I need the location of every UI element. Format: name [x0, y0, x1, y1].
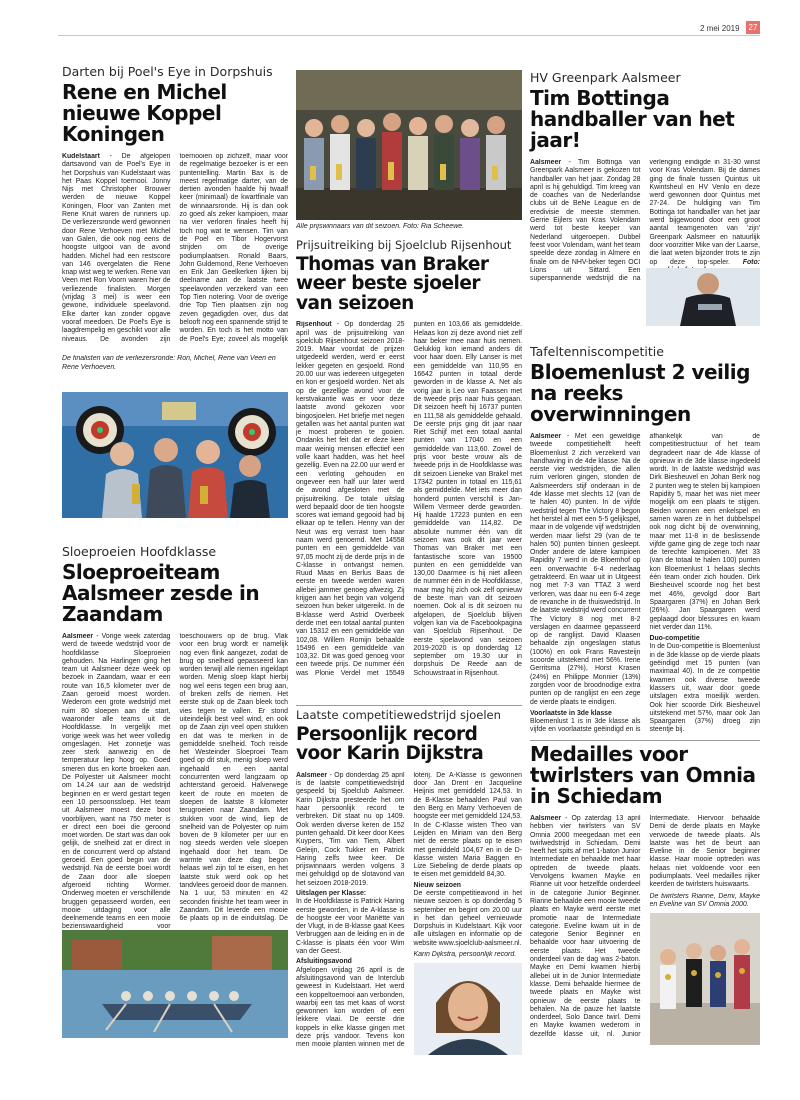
- article-headline: Thomas van Braker weer beste sjoeler van seizoen: [296, 254, 489, 314]
- article-body: [296, 772, 522, 1097]
- rowing-article: [62, 544, 288, 931]
- article-text: - Tim Bottinga van Greenpark Aalsmeer is gekozen tot handballer van het jaar. Zondag 28 april is hij gehuldigd. Tim kreeg van de coaches van de Nederlandse clubs uit de BeNe League en de eredivisie de meeste stemmen. Gerrie Eijlers van Kras Volendam werd tot beste keeper van Nederland uitgeroepen. Dubbel feest voor Volendam, want het team speelde deze zondag in Almere en finale om de NHV-beker tegen OCI Lions uit Sittard. Een superspannende wedstrijd die na verlenging eindigde in 31-30 winst voor Kras Volendam. Bij de dames ging de finale tussen Quintus uit Kwintsheul en HV Venlo en deze werd gewonnen door Quintus met 27-24. De huldiging van Tim Bottinga tot handballer van het jaar werd bijgewoond door een groot aantal teamgenoten van 'zijn' Greenpark Aalsmeer en natuurlijk door voorzitter Mike van der Laarse, die laat weten bijzonder trots te zijn op deze top-speler.: [530, 159, 760, 283]
- article-text: In de Hoofdklasse is Patrick Haring eerste geworden, in de A-klasse is de hoogste eer voor Mariëtte van der Vlugt, in de B-klasse gaat Kees Verbruggen aan de leiding en in de C-klasse is plaats één voor Wim van der Geest.: [296, 898, 405, 956]
- article-text: In de Duo-competitie is Bloemenlust in de 3de klasse op de vierde plaats geëindigd met 15 punten (van maximaal 40). In de ze competitie kwamen ook diverse tweede klassers uit, waar door goede uitslagen extra moeilijk werden. Ook hier scoorde Dirk Biesheuvel uitstekend met 57%, maar ook Jan Spaargaren (37%) droeg zijn steentje bij.: [649, 643, 760, 734]
- article-body: [530, 433, 760, 743]
- article-text: - Op donderdag 25 april is de laatste competitiewedstrijd gespeeld bij Sjoelclub Aalsmeer. Karin Dijkstra presteerde het om haar persoonlijk record te verbreken. Dit staat nu op 1409. Ook werden diverse keren de 152 punten gehaald. Dit keer door Kees Kuypers, Tim van Tiem, Albert Geleijn, Cock Tukker en Patrick Haring zelfs twee keer. De prijswinnaars werden volgens 3 mei gehuldigd op de slotavond van het seizoen 2018-2019.: [296, 771, 405, 887]
- karin-portrait-photo: [414, 963, 523, 1055]
- sjoelclub-article: [296, 238, 522, 698]
- dateline: Aalsmeer: [530, 815, 562, 822]
- subheading: Uitslagen per Klasse:: [296, 890, 367, 897]
- section-divider: [296, 705, 522, 706]
- photo-caption: De finalisten van de verliezersronde: Ron, Michel, Rene van Veen en Rene Verhoeven.: [62, 355, 276, 371]
- article-text: - Vorige week zaterdag werd de tweede wedstrijd voor de hoofdklasse Sloeproeien gehouden. Na Harlingen ging het team uit Aalsmeer deze week op bezoek in Zaandam, waar er een route van 16,5 kilometer over de Zaan geroeid moest worden. Wederom een grote wedstrijd met ruim 80 sloepen aan de start, waaronder alle teams uit de Hoofdklasse. In vergelijk met vorige week was het weer volledig omgeslagen. Het zonnetje was zeer sterk aanwezig en de temperatuur liep hoog op. Goed smeren dus en korte broeken aan. De Polyester uit Aalsmeer mocht om 14.24 uur aan de wedstrijd beginnen en er werd gestart tegen een 10 persoonssloep. Het team uit Aalsmeer moest deze boot voorblijven, want na 750 meter is er direct een boei die geroond moet worden. De start was dan ook gelijk, de snelheid zat er direct in en de concurrent werd op afstand geroeid. Een goed begin van de wedstrijd. Na de eerste boei wordt de Zaan door alle sloepen afgeroeid richting Wormer. Onderweg moeten er verschillende bruggen gepasseerd worden, een mooie uitdaging voor alle deelnemende teams en een mooie bezienswaardigheid voor toeschouwers op de brug. Vlak voor een brug wordt er namelijk nog even flink aangezet, zodat de brug op snelheid gepasseerd kan worden terwijl alle riemen ingeklapt worden. Menig sloep klapt hierbij nog wel eens tegen een brug aan, of breken zelfs de riemen. Het eerste stuk op de Zaan bleek toch vies tegen te vallen. Er stond uiteindelijk best veel wind, en ook op de Zaan zijn veel open stukken en dat was te merken in de gemiddelde snelheid. Toch reisde het Westeinder Sloeproei Team goed op dit stuk, menig sloep werd ingehaald en een aantal concurrenten werd langzaam op achterstand geroeid. Halverwege keert de route en moeten de sloepen de laatste 8 kilometer terugroeien naar Zaandam. Met stukken voor de wind, liep de snelheid van de Polyester op ruim boven de 9 kilometer per uur en nog steeds werden vele sloepen ingehaald door het team. De warmte van deze dag begon helaas wel zijn tol te eisen, en het laatste stuk werd ook op het tandvlees geroeid door de mannen. Na 1 uur, 53 minuten en 42 seconden finishte het team weer in Zaandam. Dit leverde een mooie 6e plaats op in de einduitslag. De: [62, 633, 288, 931]
- article-text: - Op donderdag 25 april was de prijsuitreiking van sjoelclub Rijsenhout seizoen 2018-2019. Maar voordat de prijzen uitgedeeld werden, werd er eerst lekker gegeten en gesjoeld. Rond 20.00 uur was iedereen uitgegeten en kon er gesjoeld worden. Net als op de gezellige avond voor de kerstvakantie was er voor deze laatste avond gekozen voor bingosjoelen. Het briefje met negen getallen was het aantal punten wat je moest proberen te gooien. Ondanks het feit dat er deze keer maar weinig mensen effectief een volle kaart hadden, was het heel gezellig. Even na 22.00 uur werd er een verloting gehouden en ongeveer een half uur later werd de avond afgesloten met de prijsuitreiking. De totale uitslag werd bepaald door de tien hoogste scores wat iemand gegooid had bij elkaar op te tellen. Henny van der Neut was erg verrast toen haar naam werd genoemd. Met 14558 punten en een gemiddelde van 97,05 mocht zij de derde prijs in de C-klasse in ontvangst nemen. Ruud Maas en Berlus Baas de eerste en tweede werden waren allebei jammer genoeg afwezig. Zij krijgen aan het begin van volgend seizoen hun beker uitgereikt. In de B-klasse werd Astrid Overbeek derde met een totaal aantal punten van 15312 en een gemiddelde van 102,08. Willem Romijn behaalde 15496 en een gemiddelde van 103,32. Dit was goed genoeg voor een tweede prijs. De nummer één was Plonie Verdel met 15549 punten en 103,66 als gemiddelde. Helaas kon zij deze avond niet zelf haar beker mee naar huis nemen. Gelukkig kon iemand anders dit voor haar doen. Elly Lanser is met een gemiddelde van 110,95 en 16642 punten in totaal derde geworden in de klasse A. Net als vorig jaar is Leo van Faassen met de tweede prijs naar huis gegaan. Dit seizoen heeft hij 16737 punten en 111,58 als gemiddelde gehaald. De eerste prijs ging dit jaar naar Riet Schijf met een totaal aantal punten van 17040 en een gemiddelde van 113,60. Zowel de prijs voor beste vrouw als de tweede prijs in de Hoofdklasse was dit seizoen Lieneke van Brakel met 17342 punten in totaal en 115,61 als gemiddelde. Met iets meer dan honderd punten verschil is Jan-Willem Vermeer derde geworden. Hij haalde 17223 punten en een gemiddelde van 114,82. De absolute nummer één van dit seizoen was ook dit jaar weer Thomas van Braker met een fantastische score van 19500 punten en een gemiddelde van 130,00 Daarmee is hij niet alleen de nummer één in de Hoofdklasse, maar mag hij zich ook zelf opnieuw de beste man van dit seizoen noemen. Ook al is dit seizoen nu afgelopen, de Sjoelclub blijven volgen kan via de Facebookpagina van Sjoelclub Rijsenhout. De eerste sjoelavond van seizoen 2019-2020 is op donderdag 12 september om 19.30 uur in dorpshuis De Reede aan de Schouwstraat in Rijsenhout.: [296, 321, 522, 677]
- article-text: Bloemenlust 1 is in 3de klasse als vijfde en voorlaatste geëindigd en is afhankelijk van de competitiestructuur of het team degradeert naar de 4de klasse of opnieuw in de 3de klasse ingedeeld wordt. In de laatste wedstrijd was Dirk Biesheuvel en Johan Berk nog 2 punten weg te stelen bij kampioen Rapidity 5, maar het was niet meer mogelijk om een plaats te stijgen. Beiden wonnen een enkelspel en samen waren ze in het dubbelspel ook nog dicht bij de overwinning, maar met 11-8 in de beslissende vijfde game ging de zege toch naar de terechte kampioenen. Met 33 (van de totaal te halen 100) punten kon Bloemenlust 1 helaas slechts één team onder zich houden. Dirk Biesheuvel scoorde nog het best met 46%, gevolgd door Bart Spaargaren (37%) en Johan Berk (26%). Jan Spaargaren werd geplaagd door blessures en kwam niet verder dan 11%.: [530, 433, 760, 734]
- dateline: Kudelstaart: [62, 153, 100, 160]
- article-kicker: Prijsuitreiking bij Sjoelclub Rijsenhout: [296, 238, 512, 252]
- photo-caption: Karin Dijkstra, persoonlijk record.: [413, 951, 517, 959]
- page-header: [0, 0, 800, 60]
- article-body: [62, 633, 288, 938]
- article-body: [296, 321, 522, 711]
- player-image: [646, 268, 760, 326]
- rowing-image: [62, 930, 288, 1038]
- sjoel-record-article: [296, 708, 522, 1088]
- dateline: Aalsmeer: [296, 771, 328, 779]
- photo-credit: Foto:: [742, 258, 760, 266]
- header-rule: [58, 35, 760, 36]
- article-kicker: Darten bij Poel's Eye in Dorpshuis: [62, 64, 273, 79]
- twirlers-article: [530, 744, 760, 1089]
- rowing-boat-photo: [62, 930, 288, 1038]
- subheading: Voorlaatste in 3de klasse: [530, 709, 612, 717]
- sjoelclub-prizewinners-photo: [296, 70, 522, 220]
- article-kicker: Laatste competitiewedstrijd sjoelen: [296, 708, 501, 722]
- article-headline: Persoonlijk record voor Karin Dijkstra: [296, 724, 484, 765]
- darts-finalists-photo: [62, 392, 288, 518]
- article-kicker: Sloeproeien Hoofdklasse: [62, 544, 217, 559]
- subheading: Duo-competitie: [649, 635, 700, 643]
- dateline: Aalsmeer: [530, 433, 562, 440]
- article-text: - De afgelopen dartsavond van de Poel's Eye in het Dorpshuis van Kudelstaart was het Paas Koppel toernooi. Jonny Nijs met Christopher Brouwer werden de nieuwe Koppel Koningen, Floor van Zanten met Rene Kruit waren de runners up. De verliezersronde werd gewonnen door Rene Verhoeven met Michel van Galen, die ook nog eens de hoogste uitgooi van de avond hadden. Michel had een restscore van 146 overgelaten die Rene knap wist weg te werken. Rene van Veen met Ron Voorn waren hier de verliezende finalisten. Morgen (vrijdag 3 mei) is weer een gewone, individuele speelavond. Elke darter kan zonder opgave vooraf meedoen. De Poel's Eye is laagdrempelig en geschikt voor alle niveaus. De avonden zijn toernooien op zichzelf, maar voor de regelmatige bezoeker is er een puntentelling. Martin Bax is de meest regelmatige darter, van de dertien avonden haalde hij twaalf keer (minimaal) de kwartfinale van de winnaarsronde. Hij is dan ook zo goed als zeker kampioen, maar na vier verloren finales heeft hij toch nog wat te wensen. Tim van de Poel en Tibor Hogervorst strijden om de overige podiumplaatsen. Ronald Baars, John Guldemond, Rene Verhoeven en Erik Jan Geelkerken lijken bij deelname aan de laatste twee speelavonden verzekerd van een Top Tien notering. Voor de overige drie Top Tien plaatsen zijn nog zeven gegadigden over, dus dat belooft nog een spannende strijd te worden. En toch is het motto van de Poel's Eye; zoveel als mogelijk: [62, 153, 288, 343]
- article-body: [530, 815, 760, 1100]
- dateline: Aalsmeer: [62, 633, 94, 640]
- twirlers-image: [650, 913, 760, 1045]
- section-divider: [530, 740, 760, 741]
- dateline: Aalsmeer: [530, 159, 562, 166]
- subheading: Nieuw seizoen: [413, 881, 461, 889]
- article-body: [62, 153, 288, 350]
- page-number-badge: 27: [746, 21, 760, 34]
- article-text: Afgelopen vrijdag 26 april is de afsluitingsavond van de Interclub geweest in Kudelstaart. Het werd een koppeltoernooi aan verbonden, waarbij een tas met kaas of worst gewonnen kon worden of een lekkere vlaai. De eerste drie koppels in elke klasse gingen met deze prijs vandoor. Tevens kon men mooie planten winnen met de loterij. De A-Klasse is gewonnen door Jan Drent en Jacqueline Heijnis met gemiddeld 124,53. In de B-Klasse behaalden Paul van den Berg en Marry Verhoeven de hoogste eer met gemiddeld 124,53. In de C-Klasse wisten Theo van Leijden en Miriam van den Berg niet de eerste plaats op te eisen met gemiddeld 104,67 en in de D-klasse wisten Maria Baggen en Lize Siebeling de derde plaats op te eisen met gemiddeld 84,30.: [296, 771, 522, 1049]
- dateline: Rijsenhout: [296, 321, 332, 329]
- handball-player-photo: [646, 268, 760, 326]
- article-headline: Bloemenlust 2 veilig na reeks overwinningen: [530, 360, 750, 426]
- article-headline: Rene en Michel nieuwe Koppel Koningen: [62, 80, 227, 146]
- photo-caption: De twirlsters Rianne, Demi, Mayke en Eveline van SV Omnia 2000.: [649, 892, 760, 909]
- article-kicker: HV Greenpark Aalsmeer: [530, 70, 681, 85]
- portrait-image: [414, 963, 522, 1055]
- issue-date: 2 mei 2019: [700, 24, 740, 33]
- article-kicker: Tafeltenniscompetitie: [530, 344, 664, 359]
- article-text: - Op zaterdag 13 april hebben vier twirlsters van SV Omnia 2000 meegedaan met een twirlwedstrijd in Schiedam. Demi heeft het spits af met 1-baton Junior Intermediate en behaalde met haar optreden de tweede plaats. Vervolgens kwamen Mayke en Rianne uit voor hetzelfde onderdeel in de categorie Junior Beginner. Rianne behaalde een mooie tweede plaats en Mayke werd eerste met promotie naar de Intermediate categorie. Eveline kwam uit in de categorie Senior Beginner en behaalde voor haar uitvoering de eerste plaats. Het tweede onderdeel van de dag was 2-baton. Mayke en Demi kwamen hierbij allebei uit in de Junior Intermediate klasse. Demi behaalde hiermee de tweede plaats en Mayke wist opnieuw de eerste plaats te behalen. Na de pauze het laatste onderdeel, Solo Dance twirl. Demi en Mayke kwamen wederom in dezelfde klasse uit, nl. Junior Intermediate. Hiervoor behaalde Demi de derde plaats en Mayke verwoede de tweede plaats. Als laatste was het de beurt aan Eveline in de Senior beginner klasse. Haar mooie optreden was helaas niet voldoende voor een podiumplaats. Veel medailles rijker keerden de twirlsters huiswaarts.: [530, 815, 760, 1038]
- prizewinners-image: [296, 70, 522, 220]
- article-text: De eerste competitieavond in het nieuwe seizoen is op donderdag 5 september en begint om 20.00 uur in het dan geheel vernieuwde Dorpshuis in Kudelstaart. Kijk voor alle uitslagen en informatie op de website www.sjoelclub-aalsmeer.nl.: [413, 890, 522, 947]
- photo-caption: Alle prijswinnaars van dit seizoen. Foto: Ria Scheewe.: [296, 223, 465, 230]
- article-headline: Tim Bottinga handballer van het jaar!: [530, 86, 735, 152]
- twirlers-photo: [650, 913, 761, 1045]
- subheading: Afsluitingsavond: [296, 958, 352, 966]
- article-text: - Met een geweldige tweede competitiehelft heeft Bloemenlust 2 zich verzekerd van handhaving in de 4de klasse. Na de eerste vier wedstrijden, die allen ruim verloren gingen, stonden de Aalsmeerders stijf onderaan in de 4de klasse met slechts 12 (van de te halen 40) punten. In de vijfde wedstrijd tegen The Victory 8 begon het herstel al met een 5-5 gelijkspel, maar in de volgende vijf wedstrijden werden maar liefst 29 (van de te halen 50) punten binnen gesleept. Onder andere de latere kampioen Rapidity 7 werd in de Bloemhof op een onverwachte 6-4 nederlaag getrakteerd. En waar uit in Uitgeest nog met 7-3 van TTAZ 3 werd verloren, was daar nu een 6-4 zege de revanche in de thuiswedstrijd. In de laatste wedstrijd werd concurrent The Victory 8 nog met 8-2 verslagen en daarmee gepasseerd op de ranglijst. David Klaasen behaalde zijn ongeslagen status (100%) en ook Frans Ravesteijn scoorde uitstekend met 56%. Irene Gerritsma (27%), Horst Krasen (24%) en Philippe Monnier (13%) zorgden voor de broodnodige extra punten op de ranglijst en een zege de vierde plaats te eindigen.: [530, 433, 641, 706]
- article-headline: Sloeproeiteam Aalsmeer zesde in Zaandam: [62, 560, 260, 626]
- darts-finalists-image: [62, 392, 288, 518]
- table-tennis-article: [530, 344, 760, 739]
- article-headline: Medailles voor twirlsters van Omnia in Schiedam: [530, 742, 756, 808]
